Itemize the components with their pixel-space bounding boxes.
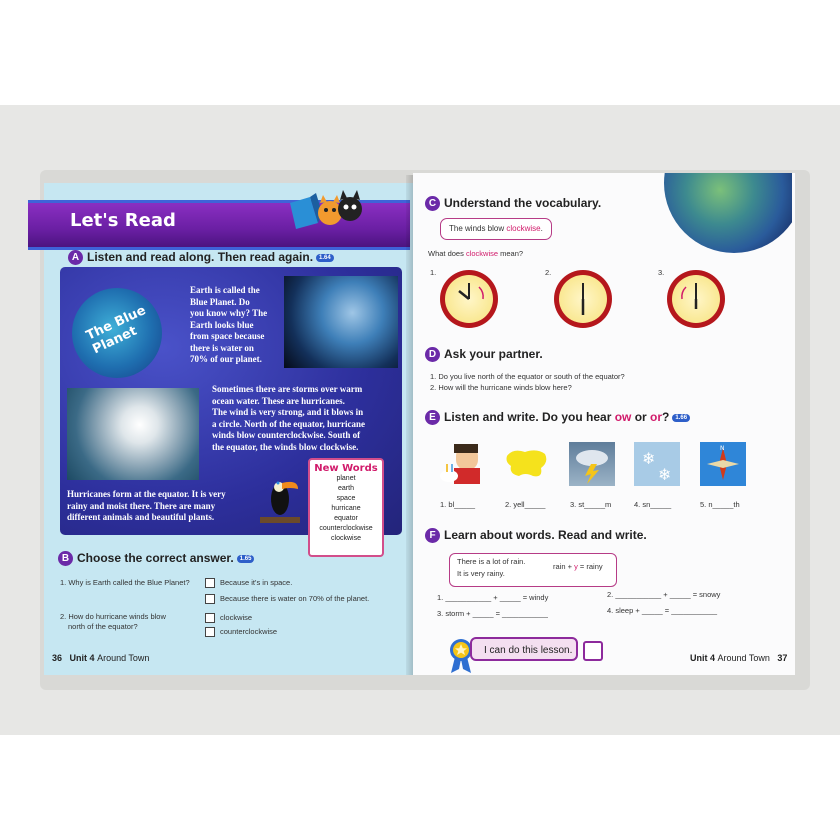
- partner-question: 1. Do you live north of the equator or south of the equator?: [430, 372, 625, 381]
- unit-label: Unit 4: [69, 653, 95, 663]
- new-word-item: earth: [338, 485, 354, 492]
- yellow-blob-icon: [503, 442, 549, 486]
- para-line: 70% of our planet.: [190, 354, 262, 364]
- section-c-heading: [425, 196, 601, 211]
- para-line: different animals and beautiful plants.: [67, 512, 215, 522]
- highlight-word: y: [574, 562, 578, 571]
- paragraph-3: [67, 489, 267, 524]
- section-d-title: Ask your partner.: [444, 347, 543, 361]
- rule-formula: [553, 562, 603, 571]
- left-page-footer: [52, 653, 149, 663]
- answer-option[interactable]: [205, 594, 369, 604]
- sentence-text: .: [540, 224, 543, 233]
- can-do-checkbox[interactable]: [583, 641, 603, 661]
- rule-line: It is very rainy.: [457, 569, 505, 578]
- unit-title: Around Town: [717, 653, 770, 663]
- audio-track-icon[interactable]: 1.64: [316, 254, 334, 262]
- word-blank[interactable]: 4. sn_____: [634, 500, 672, 509]
- blue-planet-title: The Blue Planet: [84, 302, 149, 358]
- section-e-title: Listen and write. Do you hear: [444, 410, 615, 424]
- blow-candles-icon: [438, 442, 484, 486]
- new-word-item: space: [336, 495, 356, 502]
- para-line: Blue Planet. Do: [190, 296, 250, 307]
- clock-label: 2.: [545, 268, 552, 277]
- para-line: the equator, the winds blow clockwise.: [212, 441, 359, 452]
- section-c-title: Understand the vocabulary.: [444, 196, 602, 210]
- page-number: 37: [777, 653, 788, 663]
- highlight-word: clockwise: [465, 249, 499, 258]
- para-line: winds blow counterclockwise. South of: [212, 430, 361, 440]
- word-blank[interactable]: 5. n_____th: [700, 500, 740, 509]
- section-b-title: Choose the correct answer.: [77, 551, 234, 565]
- para-line: Earth is called the: [190, 285, 260, 295]
- paragraph-2: [212, 384, 402, 453]
- para-line: there is water on: [190, 342, 254, 353]
- highlight-word: ow: [614, 410, 632, 424]
- para-line: Earth looks blue: [190, 319, 254, 330]
- svg-text:❄: ❄: [642, 449, 656, 468]
- page-number: 36: [52, 653, 63, 663]
- question-line: 2. How do hurricane winds blow: [60, 612, 166, 621]
- section-e-title: ?: [662, 410, 670, 424]
- vocab-question: [428, 249, 523, 258]
- new-word-item: clockwise: [331, 535, 361, 542]
- option-label: Because there is water on 70% of the planet.: [220, 594, 370, 603]
- audio-track-icon[interactable]: 1.65: [237, 555, 255, 563]
- can-do-label: I can do this lesson.: [470, 637, 578, 661]
- new-word-item: counterclockwise: [319, 525, 373, 532]
- earth-from-space-photo: [284, 276, 398, 368]
- unit-title: Around Town: [97, 653, 150, 663]
- section-d-badge: D: [425, 347, 440, 362]
- question-2: [60, 612, 166, 632]
- storm-icon: [569, 442, 615, 486]
- answer-option[interactable]: [205, 613, 252, 623]
- para-line: Sometimes there are storms over warm: [212, 384, 363, 394]
- clock-icon[interactable]: [667, 270, 725, 328]
- unit-label: Unit 4: [690, 653, 716, 663]
- compass-north-label: N: [720, 445, 725, 452]
- checkbox[interactable]: [205, 594, 215, 604]
- question-line: north of the equator?: [68, 622, 138, 631]
- clock-icon[interactable]: [554, 270, 612, 328]
- highlight-word: clockwise: [506, 224, 541, 233]
- svg-text:❄: ❄: [658, 465, 672, 484]
- section-f-heading: [425, 528, 647, 543]
- section-c-badge: C: [425, 196, 440, 211]
- fill-in-item[interactable]: 3. storm + _____ = ___________: [437, 609, 548, 618]
- para-line: The wind is very strong, and it blows in: [212, 407, 364, 417]
- audio-track-icon[interactable]: 1.66: [672, 414, 690, 422]
- highlight-word: or: [650, 410, 663, 424]
- snow-icon: [634, 442, 680, 486]
- new-words-box: [308, 458, 384, 557]
- formula-text: = rainy: [577, 562, 603, 571]
- new-word-item: planet: [336, 475, 356, 482]
- clock-label: 1.: [430, 268, 437, 277]
- compass-icon: [700, 442, 746, 486]
- section-b-heading: [58, 551, 254, 566]
- checkbox[interactable]: [205, 613, 215, 623]
- new-word-item: hurricane: [331, 505, 361, 512]
- formula-text: rain +: [553, 562, 575, 571]
- section-f-badge: F: [425, 528, 440, 543]
- para-line: rainy and moist there. There are many: [67, 500, 216, 511]
- answer-option[interactable]: [205, 627, 277, 637]
- new-words-title: New Words: [314, 463, 378, 474]
- word-blank[interactable]: 2. yell_____: [505, 500, 546, 509]
- fill-in-item[interactable]: 1. ___________ + _____ = windy: [437, 593, 549, 602]
- section-f-title: Learn about words. Read and write.: [444, 528, 647, 542]
- section-a-badge: A: [68, 250, 83, 265]
- answer-option[interactable]: [205, 578, 292, 588]
- para-line: ocean water. These are hurricanes.: [212, 395, 345, 406]
- new-word-item: equator: [334, 515, 358, 522]
- option-label: clockwise: [220, 613, 253, 622]
- word-blank[interactable]: 1. bl_____: [440, 500, 476, 509]
- option-label: Because it's in space.: [220, 578, 293, 587]
- section-e-title: or: [631, 410, 651, 424]
- partner-question: 2. How will the hurricane winds blow here?: [430, 383, 572, 392]
- earth-globe-icon: [664, 173, 792, 253]
- toucan-icon: [260, 465, 300, 535]
- para-line: Hurricanes form at the equator. It is very: [67, 489, 226, 499]
- paragraph-1: [190, 285, 282, 366]
- section-e-heading: [425, 410, 690, 425]
- fill-in-item[interactable]: 4. sleep + _____ = ___________: [607, 606, 718, 615]
- rule-line: There is a lot of rain.: [457, 557, 526, 566]
- question-1: 1. Why is Earth called the Blue Planet?: [60, 578, 190, 587]
- hurricane-photo: [67, 388, 199, 480]
- sentence-text: The winds blow: [449, 224, 507, 233]
- checkbox[interactable]: [205, 578, 215, 588]
- para-line: you know why? The: [190, 308, 268, 318]
- section-a-title: Listen and read along. Then read again.: [87, 250, 314, 264]
- checkbox[interactable]: [205, 627, 215, 637]
- question-text: mean?: [498, 249, 524, 258]
- option-label: counterclockwise: [220, 627, 278, 636]
- question-text: What does: [428, 249, 466, 258]
- section-d-heading: [425, 347, 543, 362]
- banner-title: Let's Read: [70, 210, 176, 231]
- clock-icon[interactable]: [440, 270, 498, 328]
- earth-image: [664, 173, 792, 253]
- fill-in-item[interactable]: 2. ___________ + _____ = snowy: [607, 590, 721, 599]
- para-line: from space because: [190, 331, 265, 341]
- example-sentence-bubble: [440, 218, 552, 240]
- section-e-badge: E: [425, 410, 440, 425]
- right-page-footer: [690, 653, 787, 663]
- section-b-badge: B: [58, 551, 73, 566]
- clock-label: 3.: [658, 268, 665, 277]
- cats-illustration-icon: [288, 183, 368, 233]
- para-line: a circle. North of the equator, hurricane: [212, 418, 365, 429]
- word-blank[interactable]: 3. st_____m: [570, 500, 612, 509]
- section-a-heading: [68, 250, 334, 265]
